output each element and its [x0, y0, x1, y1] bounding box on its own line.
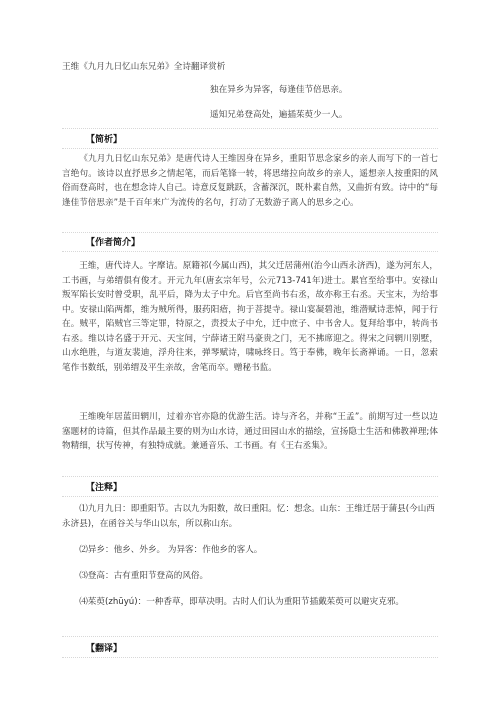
divider	[62, 251, 438, 252]
section-heading-notes: 【注释】	[86, 483, 123, 493]
section-heading-translation: 【翻译】	[86, 644, 123, 654]
note-item-4: ⑷茱萸(zhūyú)：一种香草，即草决明。古时人们认为重阳节插戴茱萸可以避灾克邪。	[79, 597, 405, 607]
poem-line-2: 遥知兄弟登高处，遍插茱萸少一人。	[210, 110, 348, 120]
author-paragraph-2: 王维晚年居蓝田辋川，过着亦官亦隐的优游生活。诗与齐名，并称“王孟”。前期写过一些以边塞题材的诗篇，但其作品最主要的则为山水诗，通过田园山水的描绘，宣扬隐士生活和佛教禅理;体物精细，状写传神，有独特成就。兼通音乐、工书画。有《王右丞集》。	[62, 412, 438, 451]
document-title: 王维《九月九日忆山东兄弟》全诗翻译赏析	[62, 62, 226, 72]
note-item-3: ⑶登高：古有重阳节登高的风俗。	[79, 571, 209, 581]
section-heading-author: 【作者简介】	[86, 238, 141, 248]
divider	[62, 657, 438, 658]
analysis-paragraph: 《九月九日忆山东兄弟》是唐代诗人王维因身在异乡，重阳节思念家乡的亲人而写下的一首七言绝句。该诗以直抒思乡之情起笔，而后笔锋一转，将思绪拉向故乡的亲人，遥想亲人按重阳的风俗而登高时，也在想念诗人自己。诗意反复跳跃，含蓄深沉，既朴素自然，又曲折有致。诗中的“每逢佳节倍思亲”是千百年来广为流传的名句，打动了无数游子离人的思乡之心。	[62, 154, 438, 208]
divider	[62, 148, 438, 149]
divider	[62, 476, 438, 477]
divider	[62, 496, 438, 497]
divider	[62, 232, 438, 233]
note-item-2: ⑵异乡：他乡、外乡。 为异客：作他乡的客人。	[79, 545, 263, 555]
divider	[62, 636, 438, 637]
note-item-1: ⑴九月九日：即重阳节。古以九为阳数，故曰重阳。忆：想念。山东：王维迁居于蒲县(今山西永济县)，在函谷关与华山以东，所以称山东。	[62, 504, 435, 529]
section-heading-analysis: 【简析】	[86, 135, 123, 145]
divider	[62, 128, 438, 129]
poem-line-1: 独在异乡为异客，每逢佳节倍思亲。	[210, 85, 348, 95]
author-paragraph-1: 王维，唐代诗人。字摩诘。原籍祁(今属山西)，其父迁居蒲州(治今山西永济西)，遂为河东人，工书画，与弟缙俱有俊才。开元九年(唐玄宗年号，公元713-741年)进士。累官至给事中。安禄山叛军陷长安时曾受职，乱平后，降为太子中允。后官至尚书右丞，故亦称王右丞。天宝末，为给事中。安禄山陷两都，维为贼所得，服药阳瘖，拘于菩提寺。禄山宴凝碧池，维潜赋诗悲悼，闻于行在。贼平，陷贼官三等定罪，特原之，责授太子中允，迁中庶子、中书舍人。复拜给事中，转尚书右丞。维以诗名盛于开元、天宝间，宁薛诸王附马豪贵之门，无不拂席迎之。得宋之问辋川别墅，山水绝胜，与道友裴迪，浮舟往来，弹琴赋诗，啸咏终日。笃于奉佛，晚年长斋禅诵。一日，忽索笔作书数纸，别弟缙及平生亲故，舍笔而卒。赠秘书监。	[62, 261, 438, 373]
